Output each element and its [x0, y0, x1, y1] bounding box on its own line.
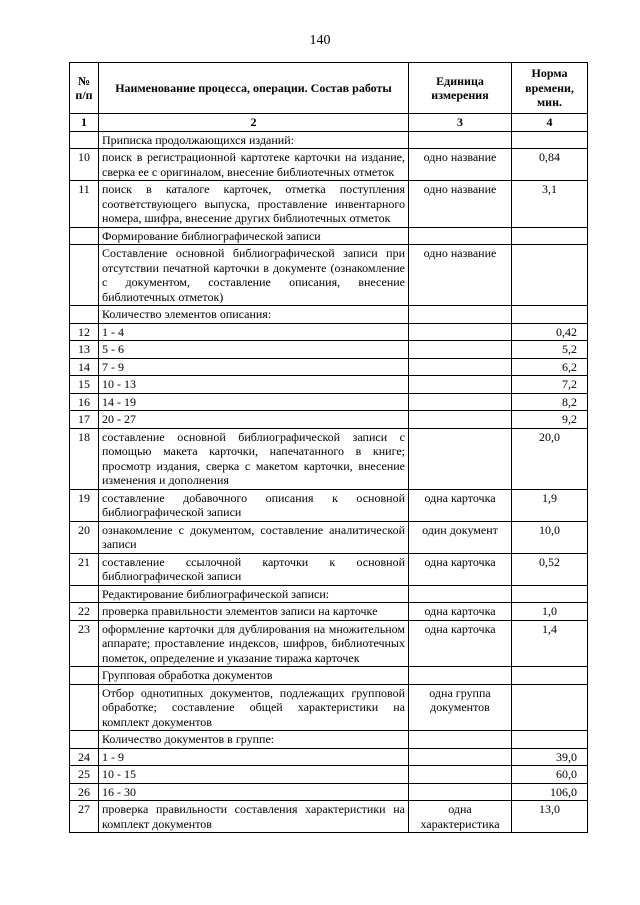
row-number: 24 — [70, 748, 99, 766]
table-row — [70, 341, 588, 359]
table-row — [70, 245, 588, 306]
row-norm — [512, 306, 588, 324]
header-unit: Единица измерения — [409, 63, 512, 114]
row-norm — [512, 131, 588, 149]
row-norm — [512, 731, 588, 749]
row-description: оформление карточки для дублирования на множительном аппарате; проставление индексов, шифров, библиотечных пометок, определение и указание тиража карточек — [99, 620, 409, 667]
column-index: 2 — [99, 114, 409, 132]
row-unit: одна карточка — [409, 553, 512, 585]
row-description: 14 - 19 — [99, 393, 409, 411]
row-number: 23 — [70, 620, 99, 667]
table-row — [70, 428, 588, 489]
row-number: 11 — [70, 181, 99, 228]
row-number: 22 — [70, 603, 99, 621]
row-description: составление добавочного описания к основной библиографической записи — [99, 489, 409, 521]
row-number — [70, 227, 99, 245]
table-row — [70, 521, 588, 553]
row-description: 7 - 9 — [99, 358, 409, 376]
row-unit — [409, 323, 512, 341]
row-unit — [409, 358, 512, 376]
row-unit: одно название — [409, 181, 512, 228]
row-unit — [409, 227, 512, 245]
table-row — [70, 766, 588, 784]
row-norm: 0,52 — [512, 553, 588, 585]
header-norm: Норма времени, мин. — [512, 63, 588, 114]
column-index: 3 — [409, 114, 512, 132]
row-norm — [512, 245, 588, 306]
table-row — [70, 376, 588, 394]
row-norm: 0,42 — [512, 323, 588, 341]
table-row — [70, 748, 588, 766]
row-description: Отбор однотипных документов, подлежащих групповой обработке; составление общей характеристики на комплект документов — [99, 684, 409, 731]
table-row — [70, 411, 588, 429]
row-description: Количество элементов описания: — [99, 306, 409, 324]
section-row — [70, 667, 588, 685]
row-unit — [409, 748, 512, 766]
header-num: № п/п — [70, 63, 99, 114]
row-unit — [409, 766, 512, 784]
row-number — [70, 731, 99, 749]
row-norm: 20,0 — [512, 428, 588, 489]
column-index: 4 — [512, 114, 588, 132]
table-body — [70, 131, 588, 833]
row-unit — [409, 393, 512, 411]
row-description: составление ссылочной карточки к основной библиографической записи — [99, 553, 409, 585]
row-norm: 9,2 — [512, 411, 588, 429]
row-norm: 10,0 — [512, 521, 588, 553]
row-unit: одна характеристика — [409, 801, 512, 833]
row-description: проверка правильности составления характеристики на комплект документов — [99, 801, 409, 833]
row-description: Приписка продолжающихся изданий: — [99, 131, 409, 149]
table-row — [70, 783, 588, 801]
row-description: ознакомление с документом, составление аналитической записи — [99, 521, 409, 553]
row-unit — [409, 585, 512, 603]
row-description: Групповая обработка документов — [99, 667, 409, 685]
section-row — [70, 585, 588, 603]
row-unit — [409, 731, 512, 749]
header-row — [70, 63, 588, 114]
row-unit — [409, 306, 512, 324]
table-row — [70, 553, 588, 585]
norms-table — [69, 62, 588, 833]
row-description: проверка правильности элементов записи на карточке — [99, 603, 409, 621]
row-unit: одна карточка — [409, 603, 512, 621]
row-description: поиск в каталоге карточек, отметка поступления соответствующего выпуска, проставление инвентарного номера, шифра, внесение других библиотечных отметок — [99, 181, 409, 228]
section-row — [70, 227, 588, 245]
row-description: Формирование библиографической записи — [99, 227, 409, 245]
table-row — [70, 358, 588, 376]
row-unit — [409, 783, 512, 801]
section-row — [70, 306, 588, 324]
column-index-row — [70, 114, 588, 132]
row-norm: 8,2 — [512, 393, 588, 411]
row-description: 10 - 15 — [99, 766, 409, 784]
row-number — [70, 245, 99, 306]
header-name: Наименование процесса, операции. Состав работы — [99, 63, 409, 114]
row-norm: 60,0 — [512, 766, 588, 784]
row-unit: одна карточка — [409, 489, 512, 521]
section-row — [70, 131, 588, 149]
row-number — [70, 585, 99, 603]
page-number: 140 — [309, 33, 331, 48]
table-row — [70, 323, 588, 341]
column-index: 1 — [70, 114, 99, 132]
row-number: 10 — [70, 149, 99, 181]
row-norm: 0,84 — [512, 149, 588, 181]
row-norm — [512, 227, 588, 245]
row-number: 18 — [70, 428, 99, 489]
row-number: 20 — [70, 521, 99, 553]
row-number: 27 — [70, 801, 99, 833]
row-unit — [409, 411, 512, 429]
row-unit — [409, 667, 512, 685]
row-norm: 1,0 — [512, 603, 588, 621]
row-unit: одно название — [409, 149, 512, 181]
row-unit — [409, 428, 512, 489]
row-norm — [512, 667, 588, 685]
row-unit — [409, 341, 512, 359]
row-unit — [409, 131, 512, 149]
table-row — [70, 489, 588, 521]
row-description: Количество документов в группе: — [99, 731, 409, 749]
row-number: 12 — [70, 323, 99, 341]
row-number: 13 — [70, 341, 99, 359]
row-number: 21 — [70, 553, 99, 585]
row-norm: 6,2 — [512, 358, 588, 376]
row-norm: 1,9 — [512, 489, 588, 521]
row-number — [70, 684, 99, 731]
row-description: 5 - 6 — [99, 341, 409, 359]
row-description: 16 - 30 — [99, 783, 409, 801]
row-norm: 1,4 — [512, 620, 588, 667]
row-number — [70, 667, 99, 685]
row-number — [70, 131, 99, 149]
row-number: 25 — [70, 766, 99, 784]
row-description: 20 - 27 — [99, 411, 409, 429]
row-unit: один документ — [409, 521, 512, 553]
row-description: 10 - 13 — [99, 376, 409, 394]
row-norm: 106,0 — [512, 783, 588, 801]
table-row — [70, 620, 588, 667]
row-number: 15 — [70, 376, 99, 394]
row-norm — [512, 684, 588, 731]
row-norm: 7,2 — [512, 376, 588, 394]
section-row — [70, 731, 588, 749]
row-number: 19 — [70, 489, 99, 521]
row-number: 14 — [70, 358, 99, 376]
table-row — [70, 393, 588, 411]
table-row — [70, 181, 588, 228]
row-number: 17 — [70, 411, 99, 429]
row-description: Редактирование библиографической записи: — [99, 585, 409, 603]
row-description: составление основной библиографической записи с помощью макета карточки, напечатанного в книге; просмотр издания, сверка с макетом карточки, внесение изменения и дополнения — [99, 428, 409, 489]
row-description: 1 - 4 — [99, 323, 409, 341]
table-row — [70, 684, 588, 731]
row-norm — [512, 585, 588, 603]
row-norm: 5,2 — [512, 341, 588, 359]
row-unit — [409, 376, 512, 394]
table-row — [70, 603, 588, 621]
row-number: 26 — [70, 783, 99, 801]
row-description: Составление основной библиографической записи при отсутствии печатной карточки в документе (ознакомление с документом, составление описания, внесение библиотечных отметок) — [99, 245, 409, 306]
row-description: 1 - 9 — [99, 748, 409, 766]
row-description: поиск в регистрационной картотеке карточки на издание, сверка ее с оригиналом, внесение библиотечных отметок — [99, 149, 409, 181]
row-number: 16 — [70, 393, 99, 411]
row-norm: 13,0 — [512, 801, 588, 833]
row-unit: одна группа документов — [409, 684, 512, 731]
row-norm: 39,0 — [512, 748, 588, 766]
row-unit: одна карточка — [409, 620, 512, 667]
row-number — [70, 306, 99, 324]
table-row — [70, 801, 588, 833]
row-norm: 3,1 — [512, 181, 588, 228]
row-unit: одно название — [409, 245, 512, 306]
table-row — [70, 149, 588, 181]
